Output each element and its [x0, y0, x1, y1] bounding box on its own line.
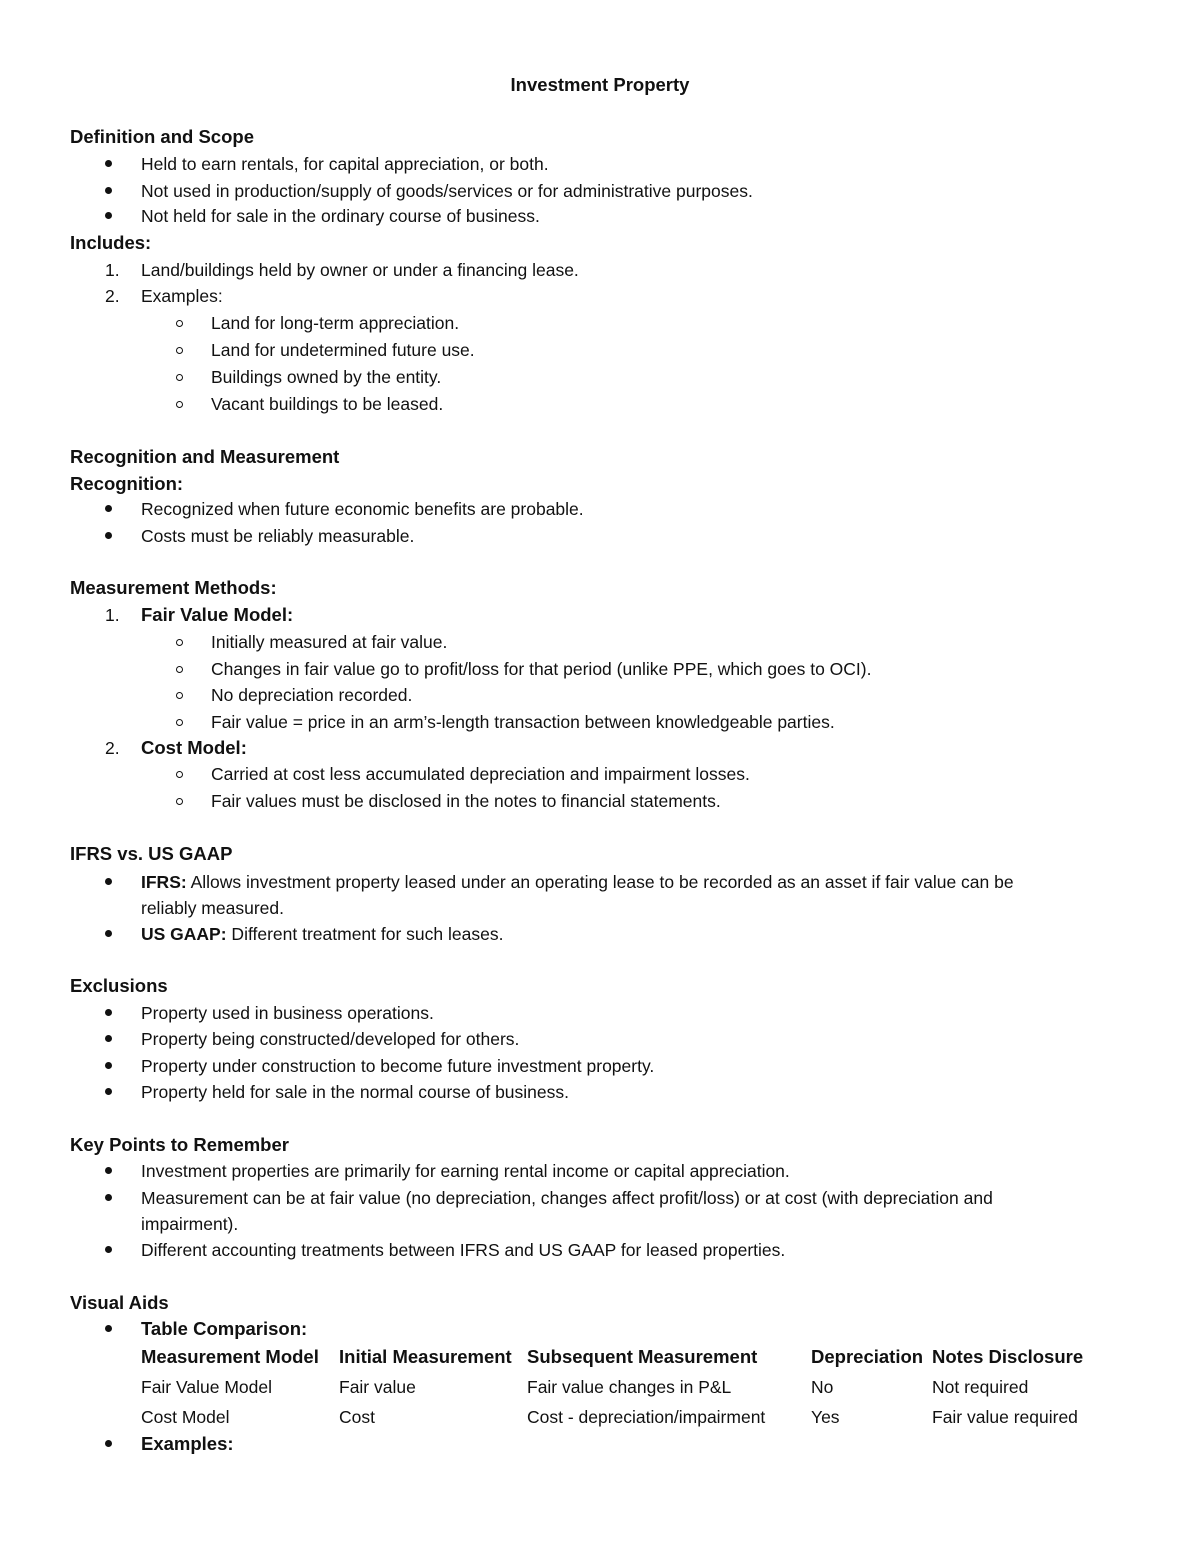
visual-aids-heading: Visual Aids — [70, 1292, 169, 1313]
example-text: Vacant buildings to be leased. — [211, 394, 444, 414]
page-title: Investment Property — [510, 74, 690, 95]
bullet-text: Costs must be reliably measurable. — [141, 526, 415, 546]
bullet-icon — [105, 1246, 112, 1253]
circle-bullet-icon — [176, 771, 183, 778]
bullet-text: Not held for sale in the ordinary course of business. — [141, 206, 540, 226]
measurement-heading: Measurement Methods: — [70, 577, 277, 598]
includes-heading: Includes: — [70, 232, 152, 253]
circle-bullet-icon — [176, 374, 183, 381]
ifrs-bullet-text — [141, 871, 1014, 893]
fair-value-model-label: Fair Value Model: — [141, 604, 294, 625]
bullet-text: Held to earn rentals, for capital appreciation, or both. — [141, 154, 549, 174]
bullet-text: Measurement can be at fair value (no depreciation, changes affect profit/loss) or at cost (with depreciation and — [141, 1188, 993, 1208]
recognition-heading: Recognition and Measurement — [70, 446, 340, 467]
gaap-bullet-text — [141, 923, 503, 945]
key-points-heading: Key Points to Remember — [70, 1134, 289, 1155]
table-header-cell: Subsequent Measurement — [527, 1346, 758, 1367]
includes-text: Land/buildings held by owner or under a financing lease. — [141, 260, 579, 280]
fair-value-point-text: No depreciation recorded. — [211, 685, 413, 705]
circle-bullet-icon — [176, 639, 183, 646]
fair-value-point-text: Initially measured at fair value. — [211, 632, 448, 652]
table-header-cell: Initial Measurement — [339, 1346, 512, 1367]
list-number: 1. — [105, 605, 120, 625]
bullet-icon — [105, 930, 112, 937]
bullet-text: Property used in business operations. — [141, 1003, 434, 1023]
bullet-icon — [105, 1194, 112, 1201]
table-cell: Not required — [932, 1377, 1029, 1397]
circle-bullet-icon — [176, 719, 183, 726]
exclusions-heading: Exclusions — [70, 975, 168, 996]
table-header-cell: Measurement Model — [141, 1346, 319, 1367]
table-cell: Cost — [339, 1407, 375, 1427]
bullet-icon — [105, 1440, 112, 1447]
fair-value-point-text: Fair value = price in an arm’s-length transaction between knowledgeable parties. — [211, 712, 835, 732]
bullet-text: Recognized when future economic benefits are probable. — [141, 499, 584, 519]
bullet-icon — [105, 187, 112, 194]
bullet-icon — [105, 160, 112, 167]
includes-text: Examples: — [141, 286, 223, 306]
table-cell: No — [811, 1377, 834, 1397]
cost-model-label: Cost Model: — [141, 737, 247, 758]
table-cell: Fair value — [339, 1377, 416, 1397]
circle-bullet-icon — [176, 401, 183, 408]
circle-bullet-icon — [176, 666, 183, 673]
bullet-icon — [105, 1325, 112, 1332]
bullet-icon — [105, 1167, 112, 1174]
circle-bullet-icon — [176, 347, 183, 354]
bullet-icon — [105, 1009, 112, 1016]
ifrs-label: IFRS: — [141, 872, 187, 892]
fair-value-point-text: Changes in fair value go to profit/loss for that period (unlike PPE, which goes to OCI). — [211, 659, 872, 679]
gaap-text: Different treatment for such leases. — [226, 924, 504, 944]
recognition-subheading: Recognition: — [70, 473, 184, 494]
cost-point-text: Carried at cost less accumulated depreciation and impairment losses. — [211, 764, 750, 784]
list-number: 2. — [105, 738, 120, 758]
bullet-icon — [105, 505, 112, 512]
example-text: Land for long-term appreciation. — [211, 313, 460, 333]
table-cell: Fair Value Model — [141, 1377, 272, 1397]
bullet-icon — [105, 1035, 112, 1042]
bullet-icon — [105, 532, 112, 539]
bullet-icon — [105, 1062, 112, 1069]
gaap-label: US GAAP: — [141, 924, 227, 944]
list-number: 2. — [105, 286, 120, 306]
table-cell: Fair value required — [932, 1407, 1078, 1427]
table-header-cell: Notes Disclosure — [932, 1346, 1084, 1367]
cost-point-text: Fair values must be disclosed in the notes to financial statements. — [211, 791, 721, 811]
bullet-text: Property under construction to become future investment property. — [141, 1056, 655, 1076]
list-number: 1. — [105, 260, 120, 280]
circle-bullet-icon — [176, 320, 183, 327]
table-cell: Fair value changes in P&L — [527, 1377, 732, 1397]
bullet-text: Not used in production/supply of goods/services or for administrative purposes. — [141, 181, 753, 201]
circle-bullet-icon — [176, 692, 183, 699]
definition-heading: Definition and Scope — [70, 126, 254, 147]
bullet-icon — [105, 878, 112, 885]
examples-label: Examples: — [141, 1433, 234, 1454]
table-header-cell: Depreciation — [811, 1346, 924, 1367]
example-text: Buildings owned by the entity. — [211, 367, 442, 387]
ifrs-text: Allows investment property leased under an operating lease to be recorded as an asset if fair value can be — [186, 872, 1014, 892]
table-comparison-label: Table Comparison: — [141, 1318, 308, 1339]
ifrs-text-continued: reliably measured. — [141, 898, 284, 918]
table-cell: Cost - depreciation/impairment — [527, 1407, 766, 1427]
bullet-text: Property held for sale in the normal course of business. — [141, 1082, 569, 1102]
table-cell: Cost Model — [141, 1407, 230, 1427]
bullet-text: Different accounting treatments between IFRS and US GAAP for leased properties. — [141, 1240, 786, 1260]
bullet-text: Investment properties are primarily for earning rental income or capital appreciation. — [141, 1161, 790, 1181]
circle-bullet-icon — [176, 798, 183, 805]
bullet-icon — [105, 212, 112, 219]
example-text: Land for undetermined future use. — [211, 340, 475, 360]
ifrs-heading: IFRS vs. US GAAP — [70, 843, 233, 864]
bullet-icon — [105, 1088, 112, 1095]
bullet-text-continued: impairment). — [141, 1214, 239, 1234]
bullet-text: Property being constructed/developed for others. — [141, 1029, 520, 1049]
table-cell: Yes — [811, 1407, 840, 1427]
